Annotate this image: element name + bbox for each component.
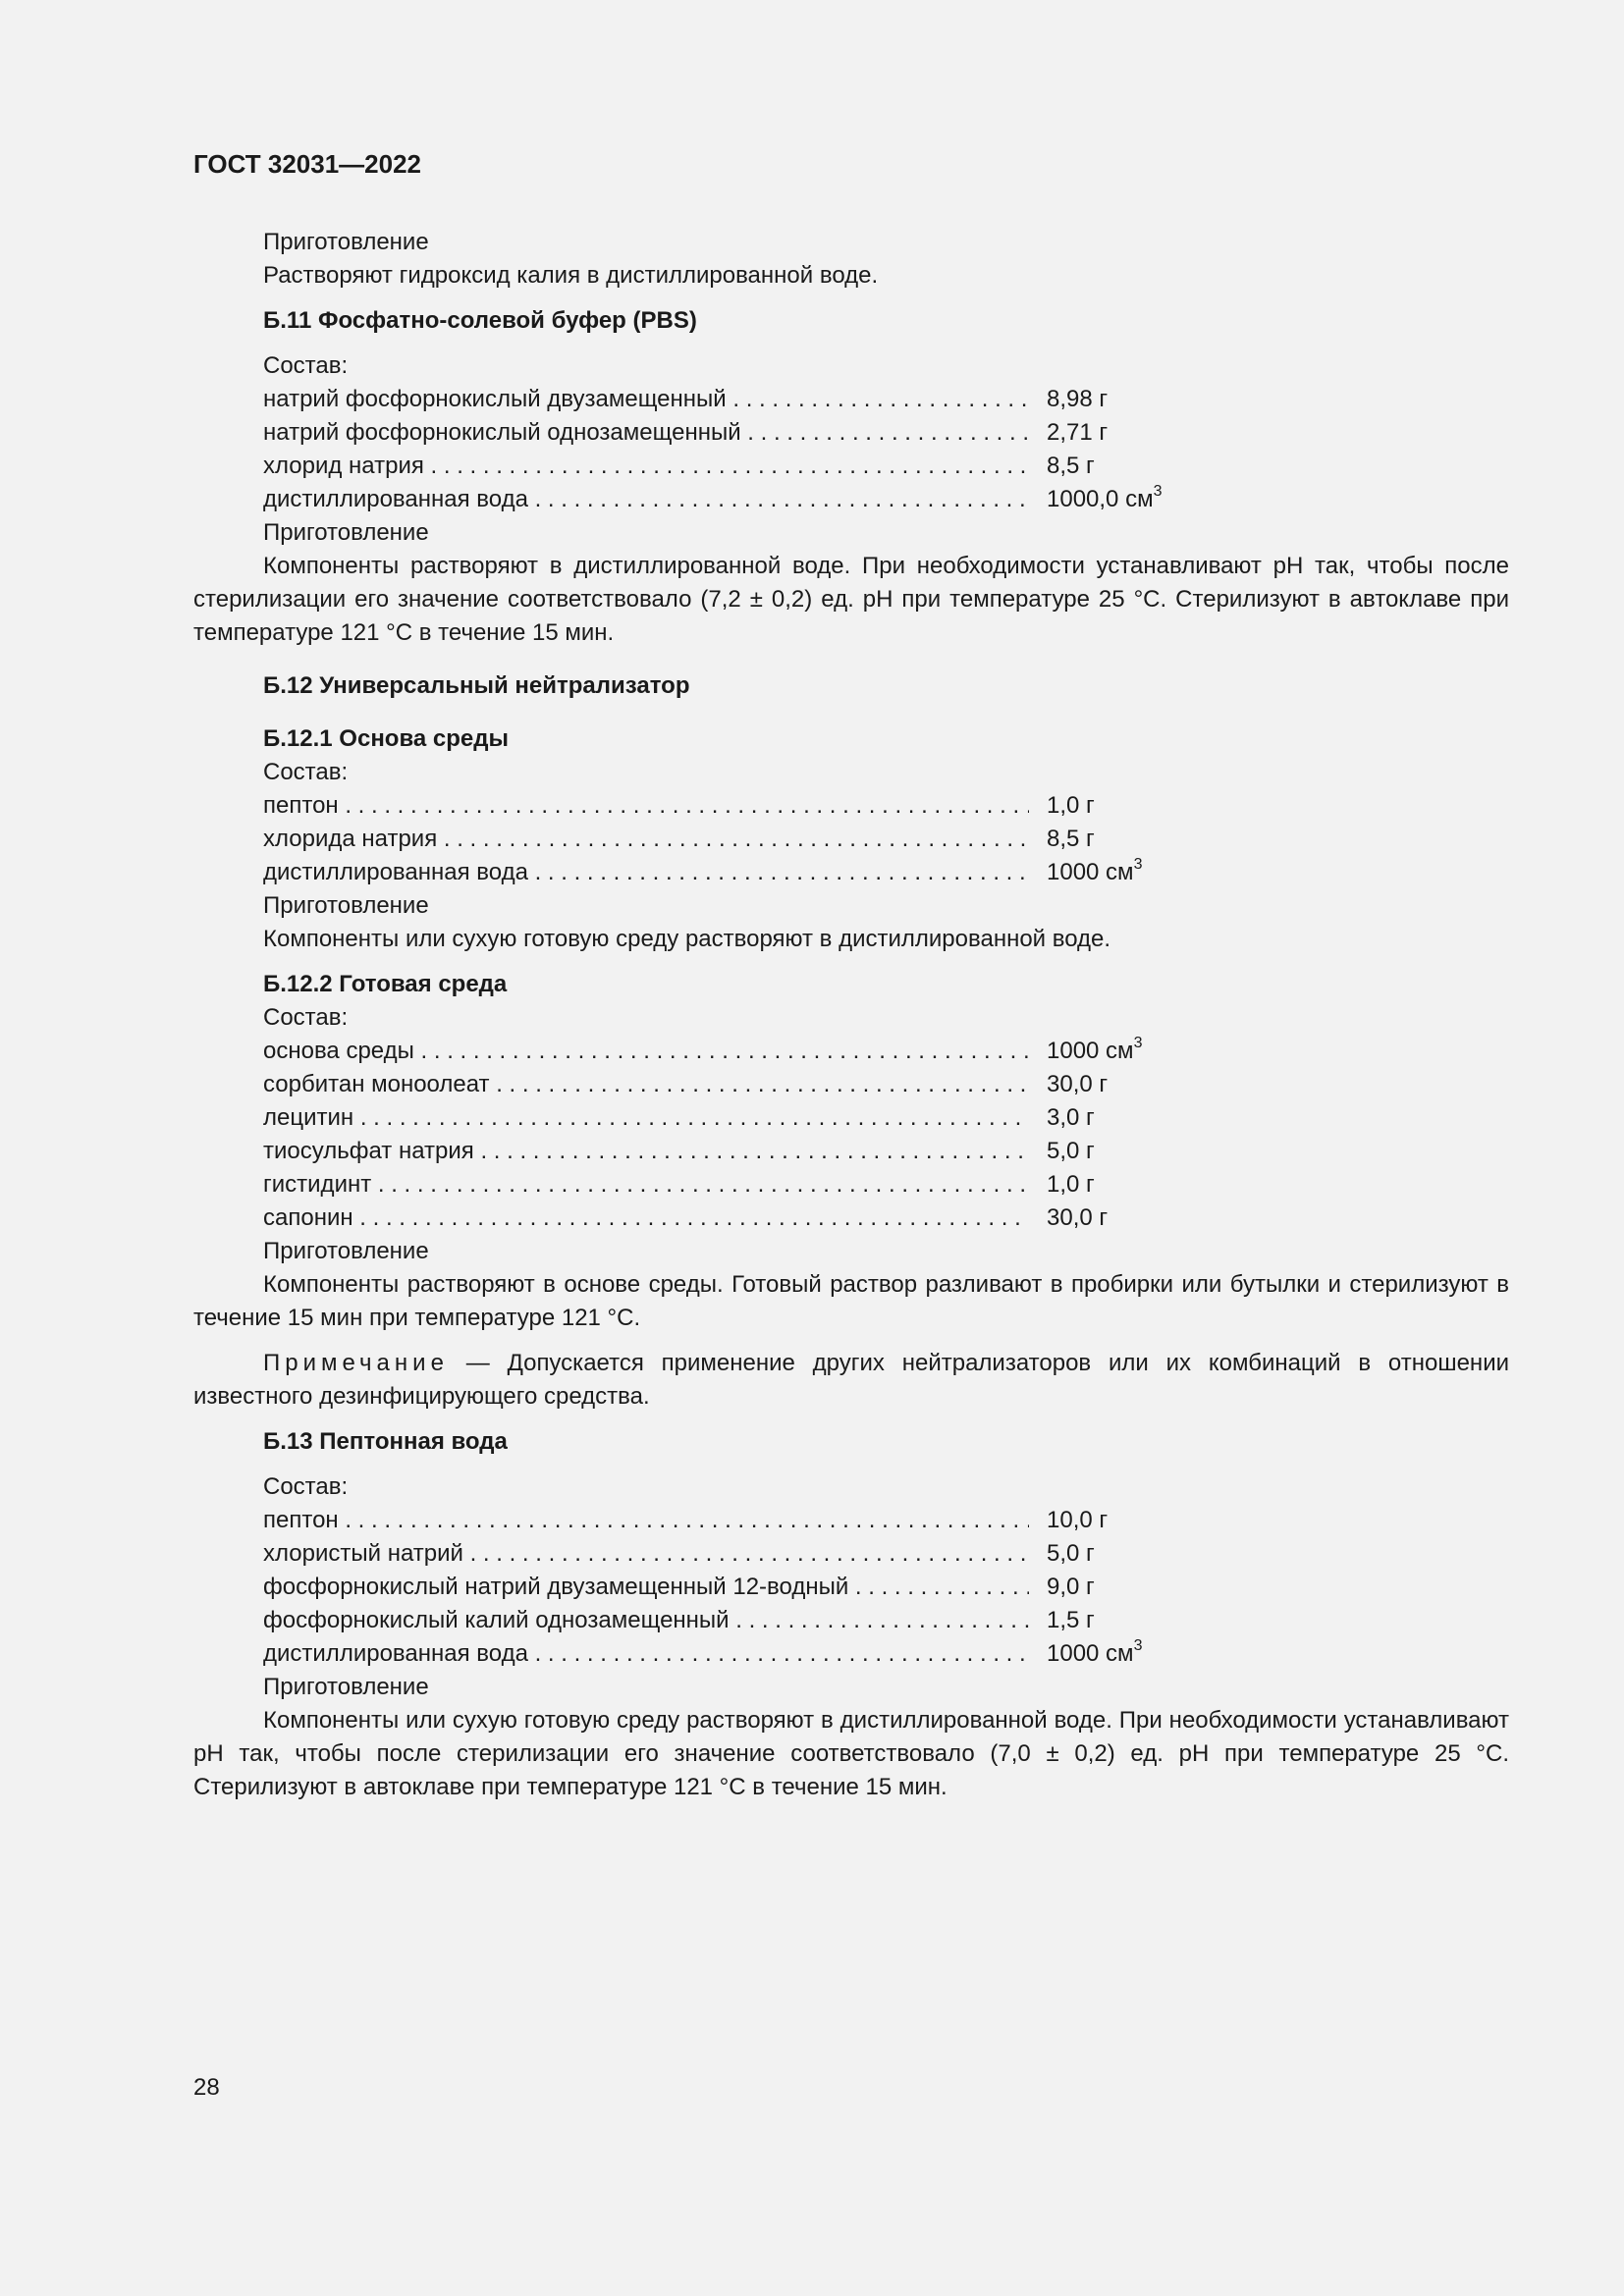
prep-label: Приготовление xyxy=(263,1674,429,1700)
ingredient-name: основа среды . . . xyxy=(263,1035,1029,1068)
prep-text: Компоненты растворяют в дистиллированной воде. При необходимости устанавливают рН так, чтобы после стерилизации его значение соответствовало (7,2 ± 0,2) ед. рН при температуре 25 °С. Стерилизуют в автоклаве при температуре 121 °С в течение 15 мин. xyxy=(193,553,1509,646)
note-text: — Допускается применение других нейтрализаторов или их комбинаций в отношении известного дезинфицирующего средства. xyxy=(193,1350,1509,1410)
prep-text: Растворяют гидроксид калия в дистиллированной воде. xyxy=(263,262,879,289)
ingredient-amount xyxy=(1029,1571,1095,1604)
page-number: 28 xyxy=(193,2074,220,2101)
ingredient-row xyxy=(193,416,1509,450)
ingredient-row xyxy=(193,823,1509,856)
ingredient-name: фосфорнокислый натрий двузамещенный 12-водный . . . xyxy=(263,1571,1029,1604)
composition-label: Состав: xyxy=(263,759,349,785)
unit-superscript: 3 xyxy=(1133,856,1143,873)
ingredient-name: натрий фосфорнокислый двузамещенный . . . xyxy=(263,383,1029,416)
ingredient-amount xyxy=(1029,1168,1095,1201)
ingredient-name: дистиллированная вода . . . xyxy=(263,1637,1029,1671)
ingredient-row xyxy=(193,1201,1509,1235)
ingredient-row xyxy=(193,1571,1509,1604)
unit-superscript: 3 xyxy=(1133,1637,1143,1654)
ingredient-name: пептон . . . xyxy=(263,1504,1029,1537)
ingredient-amount xyxy=(1029,789,1095,823)
prep-text: Компоненты растворяют в основе среды. Готовый раствор разливают в пробирки или бутылки и стерилизуют в течение 15 мин при температуре 121 °С. xyxy=(193,1271,1509,1331)
ingredient-name: натрий фосфорнокислый однозамещенный . . . xyxy=(263,416,1029,450)
note-label: Примечание xyxy=(263,1350,449,1376)
ingredient-amount xyxy=(1029,1201,1108,1235)
prep-label: Приготовление xyxy=(263,892,429,919)
ingredient-row xyxy=(193,1035,1509,1068)
ingredient-row xyxy=(193,1504,1509,1537)
ingredient-row xyxy=(193,1604,1509,1637)
amount-value: 2,71 г xyxy=(1047,419,1109,446)
ingredient-name: сапонин . . . xyxy=(263,1201,1029,1235)
ingredient-row xyxy=(193,789,1509,823)
prep-label: Приготовление xyxy=(263,519,429,546)
ingredient-list-b11 xyxy=(193,383,1509,516)
amount-value: 9,0 г xyxy=(1047,1574,1095,1600)
note xyxy=(193,1347,1509,1414)
ingredient-amount xyxy=(1029,823,1095,856)
ingredient-row xyxy=(193,1637,1509,1671)
amount-value: 1,0 г xyxy=(1047,792,1095,819)
prep-text: Компоненты или сухую готовую среду растворяют в дистиллированной воде. xyxy=(263,926,1111,952)
amount-value: 30,0 г xyxy=(1047,1071,1109,1097)
ingredient-amount xyxy=(1029,856,1142,889)
ingredient-name: сорбитан моноолеат . . . xyxy=(263,1068,1029,1101)
ingredient-amount xyxy=(1029,1035,1142,1068)
composition-label: Состав: xyxy=(263,1473,349,1500)
ingredient-row xyxy=(193,1068,1509,1101)
unit-superscript: 3 xyxy=(1153,483,1163,500)
ingredient-amount xyxy=(1029,383,1108,416)
composition-label: Состав: xyxy=(263,1004,349,1031)
ingredient-amount xyxy=(1029,416,1108,450)
section-heading-b12: Б.12 Универсальный нейтрализатор xyxy=(263,672,690,699)
prep-text: Компоненты или сухую готовую среду растворяют в дистиллированной воде. При необходимости устанавливают рН так, чтобы после стерилизации его значение соответствовало (7,0 ± 0,2) ед. рН при температуре 25 °С. Стерилизуют в автоклаве при температуре 121 °С в течение 15 мин. xyxy=(193,1707,1509,1800)
amount-value: 5,0 г xyxy=(1047,1138,1095,1164)
section-heading-b12-2: Б.12.2 Готовая среда xyxy=(263,971,508,997)
ingredient-list-b13 xyxy=(193,1504,1509,1671)
amount-value: 30,0 г xyxy=(1047,1204,1109,1231)
ingredient-name: гистидинт . . . xyxy=(263,1168,1029,1201)
ingredient-name: лецитин . . . xyxy=(263,1101,1029,1135)
amount-value: 1,0 г xyxy=(1047,1171,1095,1198)
ingredient-amount xyxy=(1029,1637,1142,1671)
amount-value: 8,5 г xyxy=(1047,453,1095,479)
ingredient-name: дистиллированная вода . . . xyxy=(263,856,1029,889)
amount-value: 8,98 г xyxy=(1047,386,1109,412)
ingredient-amount xyxy=(1029,1101,1095,1135)
amount-value: 8,5 г xyxy=(1047,826,1095,852)
ingredient-row xyxy=(193,1537,1509,1571)
amount-value: 10,0 г xyxy=(1047,1507,1109,1533)
ingredient-name: хлористый натрий . . . xyxy=(263,1537,1029,1571)
amount-value: 1000 см xyxy=(1047,1640,1134,1667)
ingredient-amount xyxy=(1029,1504,1108,1537)
ingredient-amount xyxy=(1029,483,1162,516)
ingredient-row xyxy=(193,1168,1509,1201)
ingredient-name: пептон . . . xyxy=(263,789,1029,823)
ingredient-name: тиосульфат натрия . . . xyxy=(263,1135,1029,1168)
prep-label: Приготовление xyxy=(263,229,429,255)
composition-label: Состав: xyxy=(263,352,349,379)
page-content xyxy=(193,226,1509,1804)
amount-value: 1,5 г xyxy=(1047,1607,1095,1633)
ingredient-name: фосфорнокислый калий однозамещенный . . . xyxy=(263,1604,1029,1637)
ingredient-amount xyxy=(1029,1537,1095,1571)
section-heading-b11: Б.11 Фосфатно-солевой буфер (PBS) xyxy=(263,307,697,334)
ingredient-name: хлорид натрия . . . xyxy=(263,450,1029,483)
ingredient-list-b12-2 xyxy=(193,1035,1509,1235)
ingredient-row xyxy=(193,450,1509,483)
ingredient-row xyxy=(193,1101,1509,1135)
amount-value: 5,0 г xyxy=(1047,1540,1095,1567)
ingredient-name: дистиллированная вода . . . xyxy=(263,483,1029,516)
section-heading-b13: Б.13 Пептонная вода xyxy=(263,1428,508,1455)
ingredient-row xyxy=(193,383,1509,416)
section-heading-b12-1: Б.12.1 Основа среды xyxy=(263,725,510,752)
document-header: ГОСТ 32031—2022 xyxy=(193,149,421,179)
ingredient-list-b12-1 xyxy=(193,789,1509,889)
ingredient-amount xyxy=(1029,1604,1095,1637)
ingredient-row xyxy=(193,483,1509,516)
ingredient-row xyxy=(193,1135,1509,1168)
ingredient-name: хлорида натрия . . . xyxy=(263,823,1029,856)
ingredient-row xyxy=(193,856,1509,889)
amount-value: 3,0 г xyxy=(1047,1104,1095,1131)
ingredient-amount xyxy=(1029,1135,1095,1168)
amount-value: 1000 см xyxy=(1047,859,1134,885)
ingredient-amount xyxy=(1029,450,1095,483)
ingredient-amount xyxy=(1029,1068,1108,1101)
prep-label: Приготовление xyxy=(263,1238,429,1264)
unit-superscript: 3 xyxy=(1133,1035,1143,1051)
amount-value: 1000,0 см xyxy=(1047,486,1154,512)
amount-value: 1000 см xyxy=(1047,1038,1134,1064)
